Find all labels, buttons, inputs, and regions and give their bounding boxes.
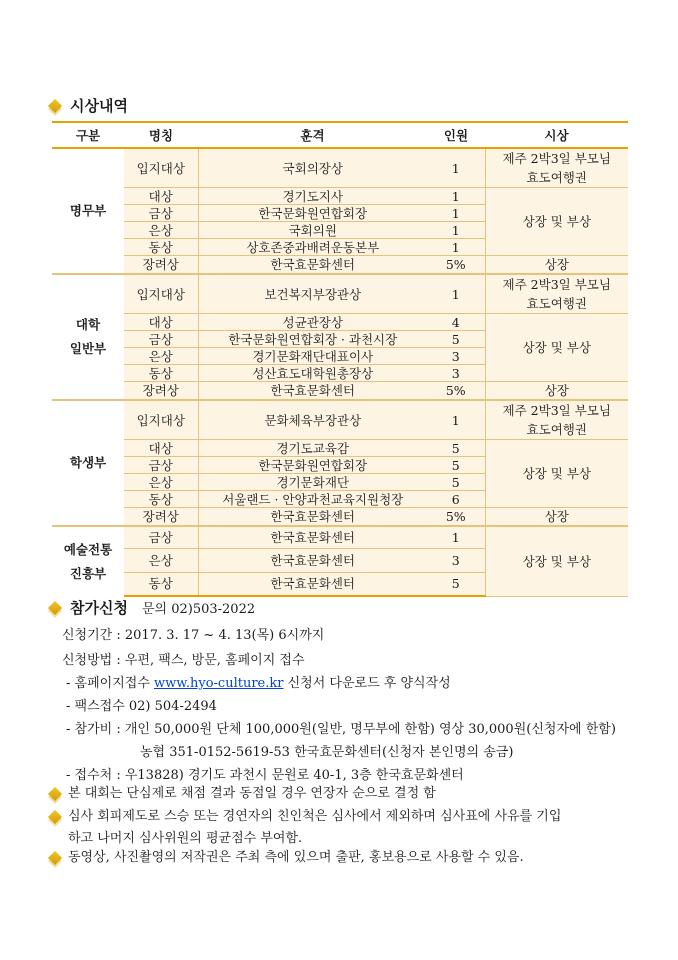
application-title: 참가신청 (70, 599, 128, 617)
diamond-bullet-icon (48, 787, 62, 801)
note-item (50, 783, 436, 805)
award-group (52, 274, 628, 400)
award-rank: 동상 (124, 491, 198, 508)
award-conferrer: 한국효문화센터 (198, 508, 427, 527)
award-count: 1 (427, 148, 485, 188)
division-label: 진흥부 (69, 565, 107, 581)
award-conferrer: 문화체육부장관상 (198, 400, 427, 440)
award-group (52, 148, 628, 274)
bank-account-line: 농협 351-0152-5619-53 한국효문화센터(신청자 본인명의 송금) (140, 745, 514, 760)
award-conferrer: 경기도교육감 (198, 440, 427, 457)
award-prize (485, 188, 628, 256)
award-conferrer: 한국효문화센터 (198, 382, 427, 401)
division-label: 학생부 (69, 455, 107, 470)
award-count: 3 (427, 548, 485, 572)
award-count: 1 (427, 526, 485, 548)
award-prize (485, 256, 628, 275)
prize-text: 제주 2박3일 부모님 (502, 151, 611, 166)
note-item (50, 847, 524, 869)
award-count: 5 (427, 440, 485, 457)
award-conferrer: 상호존중과배려운동본부 (198, 239, 427, 256)
award-conferrer: 경기도지사 (198, 188, 427, 205)
awards-table-header-row (52, 122, 628, 148)
award-rank: 은상 (124, 222, 198, 239)
prize-text: 상장 및 부상 (522, 466, 591, 481)
note-text: 동영상, 사진촬영의 저작권은 주최 측에 있으며 출판, 홍보용으로 사용할 수 있음. (68, 850, 524, 865)
division-cell (52, 526, 124, 596)
division-label: 대학 (75, 317, 101, 332)
award-rank: 동상 (124, 365, 198, 382)
award-rank: 금상 (124, 457, 198, 474)
submission-address: - 접수처 : 우13828) 경기도 과천시 문원로 40-1, 3층 한국효문화센터 (66, 768, 464, 783)
award-conferrer: 국회의원 (198, 222, 427, 239)
award-prize (485, 400, 628, 440)
award-rank: 금상 (124, 205, 198, 222)
division-cell (52, 400, 124, 526)
homepage-suffix: 신청서 다운로드 후 양식작성 (287, 676, 451, 691)
award-count: 4 (427, 314, 485, 331)
prize-text: 제주 2박3일 부모님 (502, 277, 611, 292)
prize-text: 상장 및 부상 (522, 553, 591, 569)
award-count: 1 (427, 188, 485, 205)
award-count: 3 (427, 348, 485, 365)
award-rank: 대상 (124, 440, 198, 457)
award-rank: 대상 (124, 314, 198, 331)
division-label: 명무부 (69, 203, 107, 218)
division-label: 예술전통 (63, 541, 113, 557)
award-row (52, 274, 628, 314)
award-conferrer: 한국문화원연합회장 · 과천시장 (198, 331, 427, 348)
awards-section-title (50, 95, 128, 116)
prize-text: 상장 및 부상 (522, 214, 591, 229)
award-row (52, 188, 628, 205)
application-section-title (50, 597, 255, 618)
award-row (52, 256, 628, 275)
award-rank: 입지대상 (124, 148, 198, 188)
application-method: 신청방법 : 우편, 팩스, 방문, 홈페이지 접수 (62, 653, 305, 668)
award-row (52, 440, 628, 457)
homepage-prefix: - 홈페이지접수 (66, 676, 150, 691)
award-count: 1 (427, 239, 485, 256)
division-cell (52, 148, 124, 274)
prize-text: 상장 (544, 383, 569, 398)
award-count: 5 (427, 474, 485, 491)
award-rank: 장려상 (124, 256, 198, 275)
application-period: 신청기간 : 2017. 3. 17 ~ 4. 13(목) 6시까지 (62, 628, 325, 643)
award-conferrer: 성균관장상 (198, 314, 427, 331)
prize-text: 효도여행권 (526, 296, 587, 311)
award-conferrer: 서울랜드 · 안양과천교육지원청장 (198, 491, 427, 508)
prize-text: 효도여행권 (526, 422, 587, 437)
award-count: 3 (427, 365, 485, 382)
prize-text: 상장 (544, 509, 569, 524)
award-prize (485, 526, 628, 596)
diamond-bullet-icon (48, 600, 62, 614)
award-row (52, 148, 628, 188)
awards-title: 시상내역 (70, 97, 128, 115)
header-division: 구분 (52, 122, 124, 148)
diamond-bullet-icon (48, 851, 62, 865)
award-rank: 입지대상 (124, 274, 198, 314)
award-prize (485, 508, 628, 527)
award-prize (485, 382, 628, 401)
prize-text: 제주 2박3일 부모님 (502, 403, 611, 418)
award-conferrer: 한국효문화센터 (198, 526, 427, 548)
award-rank: 은상 (124, 548, 198, 572)
award-count: 5 (427, 457, 485, 474)
prize-text: 효도여행권 (526, 170, 587, 185)
award-prize (485, 148, 628, 188)
award-count: 5% (427, 382, 485, 401)
award-count: 1 (427, 400, 485, 440)
prize-text: 상장 (544, 257, 569, 272)
award-group (52, 526, 628, 596)
note-text: 심사 회피제도로 스승 또는 경연자의 친인척은 심사에서 제외하며 심사표에 사유를 기입 (68, 809, 562, 824)
header-award-name: 명칭 (124, 122, 198, 148)
fax-submission: - 팩스접수 02) 504-2494 (66, 699, 217, 714)
award-prize (485, 274, 628, 314)
note-item (50, 806, 561, 850)
award-row (52, 314, 628, 331)
award-prize (485, 314, 628, 382)
award-rank: 입지대상 (124, 400, 198, 440)
award-rank: 금상 (124, 526, 198, 548)
award-count: 5% (427, 508, 485, 527)
division-label: 일반부 (69, 341, 107, 356)
note-text-continued: 하고 나머지 심사위원의 평균점수 부여함. (68, 831, 303, 846)
award-count: 1 (427, 274, 485, 314)
award-group (52, 400, 628, 526)
award-conferrer: 성산효도대학원총장상 (198, 365, 427, 382)
award-rank: 장려상 (124, 382, 198, 401)
award-prize (485, 440, 628, 508)
header-prize: 시상 (485, 122, 628, 148)
award-conferrer: 한국문화원연합회장 (198, 457, 427, 474)
award-conferrer: 국회의장상 (198, 148, 427, 188)
awards-table (52, 121, 628, 597)
diamond-bullet-icon (48, 98, 62, 112)
award-conferrer: 한국문화원연합회장 (198, 205, 427, 222)
award-count: 1 (427, 222, 485, 239)
award-rank: 은상 (124, 348, 198, 365)
award-rank: 금상 (124, 331, 198, 348)
award-rank: 장려상 (124, 508, 198, 527)
award-conferrer: 경기문화재단대표이사 (198, 348, 427, 365)
division-cell (52, 274, 124, 400)
award-rank: 대상 (124, 188, 198, 205)
award-count: 5 (427, 331, 485, 348)
header-conferrer: 훈격 (198, 122, 427, 148)
award-rank: 동상 (124, 572, 198, 596)
award-conferrer: 한국효문화센터 (198, 548, 427, 572)
award-row (52, 382, 628, 401)
inquiry-phone: 문의 02)503-2022 (141, 602, 256, 617)
award-rank: 동상 (124, 239, 198, 256)
award-row (52, 526, 628, 548)
award-conferrer: 한국효문화센터 (198, 256, 427, 275)
award-conferrer: 한국효문화센터 (198, 572, 427, 596)
award-count: 1 (427, 205, 485, 222)
award-rank: 은상 (124, 474, 198, 491)
award-row (52, 400, 628, 440)
prize-text: 상장 및 부상 (522, 340, 591, 355)
award-count: 5% (427, 256, 485, 275)
note-text: 본 대회는 단심제로 채점 결과 동점일 경우 연장자 순으로 결정 함 (68, 786, 436, 801)
homepage-submission (66, 672, 451, 691)
homepage-link[interactable]: www.hyo-culture.kr (154, 676, 284, 691)
award-conferrer: 보건복지부장관상 (198, 274, 427, 314)
header-count: 인원 (427, 122, 485, 148)
award-conferrer: 경기문화재단 (198, 474, 427, 491)
award-count: 5 (427, 572, 485, 596)
award-count: 6 (427, 491, 485, 508)
fee-line: - 참가비 : 개인 50,000원 단체 100,000원(일반, 명무부에 한함) 영상 30,000원(신청자에 한함) (66, 722, 616, 737)
diamond-bullet-icon (48, 810, 62, 824)
award-row (52, 508, 628, 527)
